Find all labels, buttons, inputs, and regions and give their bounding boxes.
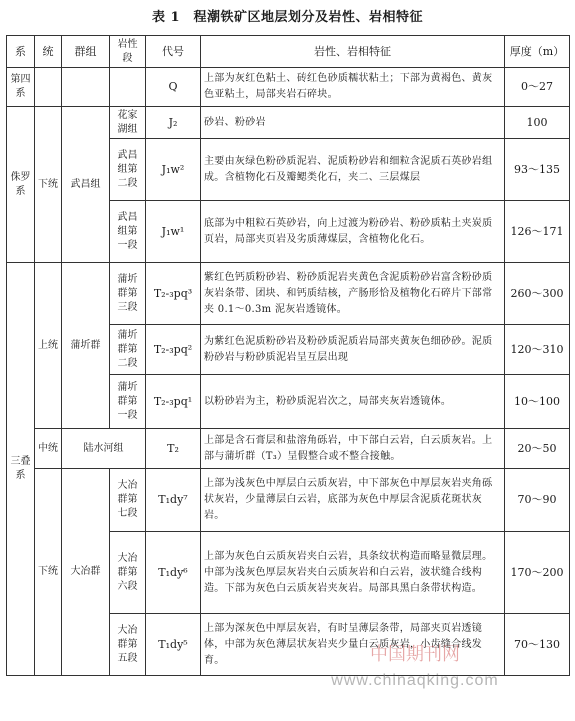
table-row xyxy=(7,107,570,139)
section-cell: 大冶群第七段 xyxy=(110,469,146,532)
code-cell: T₂-₃pq³ xyxy=(146,263,201,325)
code-cell: T₁dy⁵ xyxy=(146,614,201,676)
code-cell: Q xyxy=(146,68,201,107)
group-cell xyxy=(62,68,110,107)
description-cell: 上部为深灰色中厚层灰岩，有时呈薄层条带，局部夹页岩透镜体，中部为灰色薄层状灰岩夹少量白云质灰岩，小齿缝合线发育。 xyxy=(201,614,505,676)
group-cell: 蒲圻群 xyxy=(62,263,110,429)
series-cell xyxy=(35,68,62,107)
thickness-cell: 170～200 xyxy=(505,532,570,614)
thickness-cell: 0～27 xyxy=(505,68,570,107)
thickness-cell: 70～130 xyxy=(505,614,570,676)
stratigraphy-table xyxy=(6,35,570,676)
table-title: 表 1 程潮铁矿区地层划分及岩性、岩相特征 xyxy=(151,10,424,25)
section-cell: 武昌组第一段 xyxy=(110,201,146,263)
watermark xyxy=(260,640,570,690)
series-cell: 上统 xyxy=(35,263,62,429)
thickness-cell: 100 xyxy=(505,107,570,139)
system-cell: 第四系 xyxy=(7,68,35,107)
header-code: 代号 xyxy=(146,36,201,68)
section-cell xyxy=(110,68,146,107)
code-cell: T₂ xyxy=(146,429,201,469)
header-row xyxy=(7,36,570,68)
table-row xyxy=(7,469,570,532)
table-row xyxy=(7,429,570,469)
description-cell: 以粉砂岩为主，粉砂质泥岩次之，局部夹灰岩透镜体。 xyxy=(201,375,505,429)
description-cell: 底部为中粗粒石英砂岩，向上过渡为粉砂岩、粉砂质粘土夹炭质页岩，局部夹页岩及劣质薄煤层，含植物化化石。 xyxy=(201,201,505,263)
section-cell: 蒲圻群第二段 xyxy=(110,325,146,375)
thickness-cell: 20～50 xyxy=(505,429,570,469)
system-cell: 三叠系 xyxy=(7,263,35,676)
watermark-site-name: 中国期刊网 xyxy=(370,644,460,664)
thickness-cell: 260～300 xyxy=(505,263,570,325)
header-description: 岩性、岩相特征 xyxy=(201,36,505,68)
section-cell: 蒲圻群第三段 xyxy=(110,263,146,325)
section-cell: 花家湖组 xyxy=(110,107,146,139)
group-cell: 武昌组 xyxy=(62,107,110,263)
series-cell: 下统 xyxy=(35,107,62,263)
header-system: 系 xyxy=(7,36,35,68)
description-cell: 为紫红色泥质粉砂岩及粉砂质泥质岩局部夹黄灰色细砂砂。泥质粉砂岩与粉砂质泥岩呈互层出现 xyxy=(201,325,505,375)
code-cell: J₂ xyxy=(146,107,201,139)
series-cell: 下统 xyxy=(35,469,62,676)
code-cell: T₂-₃pq¹ xyxy=(146,375,201,429)
code-cell: T₂-₃pq² xyxy=(146,325,201,375)
section-cell: 大冶群第六段 xyxy=(110,532,146,614)
description-cell: 砂岩、粉砂岩 xyxy=(201,107,505,139)
section-cell: 武昌组第二段 xyxy=(110,139,146,201)
thickness-cell: 70～90 xyxy=(505,469,570,532)
description-cell: 上部为灰色白云质灰岩夹白云岩，具条纹状构造而略显微层理。中部为浅灰色厚层灰岩夹白云质灰岩和白云岩，波状缝合线构造。下部为灰色白云质灰岩夹灰岩。局部具黑白条带状构造。 xyxy=(201,532,505,614)
header-group: 群组 xyxy=(62,36,110,68)
thickness-cell: 10～100 xyxy=(505,375,570,429)
section-cell: 蒲圻群第一段 xyxy=(110,375,146,429)
series-cell: 中统 xyxy=(35,429,62,469)
section-cell: 大冶群第五段 xyxy=(110,614,146,676)
code-cell: T₁dy⁶ xyxy=(146,532,201,614)
header-series: 统 xyxy=(35,36,62,68)
description-cell: 上部为浅灰色中厚层白云质灰岩，中下部灰色中厚层灰岩夹角砾状灰岩，少量薄层白云岩，底部为灰色中厚层含泥质花斑状灰岩。 xyxy=(201,469,505,532)
code-cell: T₁dy⁷ xyxy=(146,469,201,532)
code-cell: J₁w¹ xyxy=(146,201,201,263)
description-cell: 主要由灰绿色粉砂质泥岩、泥质粉砂岩和细粒含泥质石英砂岩组成。含植物化石及瓣鳃类化石，夹二、三层煤层 xyxy=(201,139,505,201)
description-cell: 上部是含石膏层和盐溶角砾岩，中下部白云岩，白云质灰岩。上部与蒲圻群（T₃）呈假整合或不整合接触。 xyxy=(201,429,505,469)
system-cell: 侏罗系 xyxy=(7,107,35,263)
table-row xyxy=(7,68,570,107)
header-thickness: 厚度（m） xyxy=(505,36,570,68)
code-cell: J₁w² xyxy=(146,139,201,201)
watermark-url: www.chinaqking.com xyxy=(331,672,499,689)
group-cell: 大冶群 xyxy=(62,469,110,676)
thickness-cell: 126～171 xyxy=(505,201,570,263)
description-cell: 紫红色钙质粉砂岩、粉砂质泥岩夹黄色含泥质粉砂岩富含粉砂质灰岩条带、团块、和钙质结核，产肠形恰及植物化石碎片下部常夹 0.1～0.3m 泥灰岩透镜体。 xyxy=(201,263,505,325)
thickness-cell: 93～135 xyxy=(505,139,570,201)
table-row xyxy=(7,263,570,325)
group-cell: 陆水河组 xyxy=(62,429,146,469)
thickness-cell: 120～310 xyxy=(505,325,570,375)
header-section: 岩性段 xyxy=(110,36,146,68)
description-cell: 上部为灰红色粘土、砖红色砂质糯状粘土；下部为黄褐色、黄灰色亚粘土，局部夹岩石碎块。 xyxy=(201,68,505,107)
